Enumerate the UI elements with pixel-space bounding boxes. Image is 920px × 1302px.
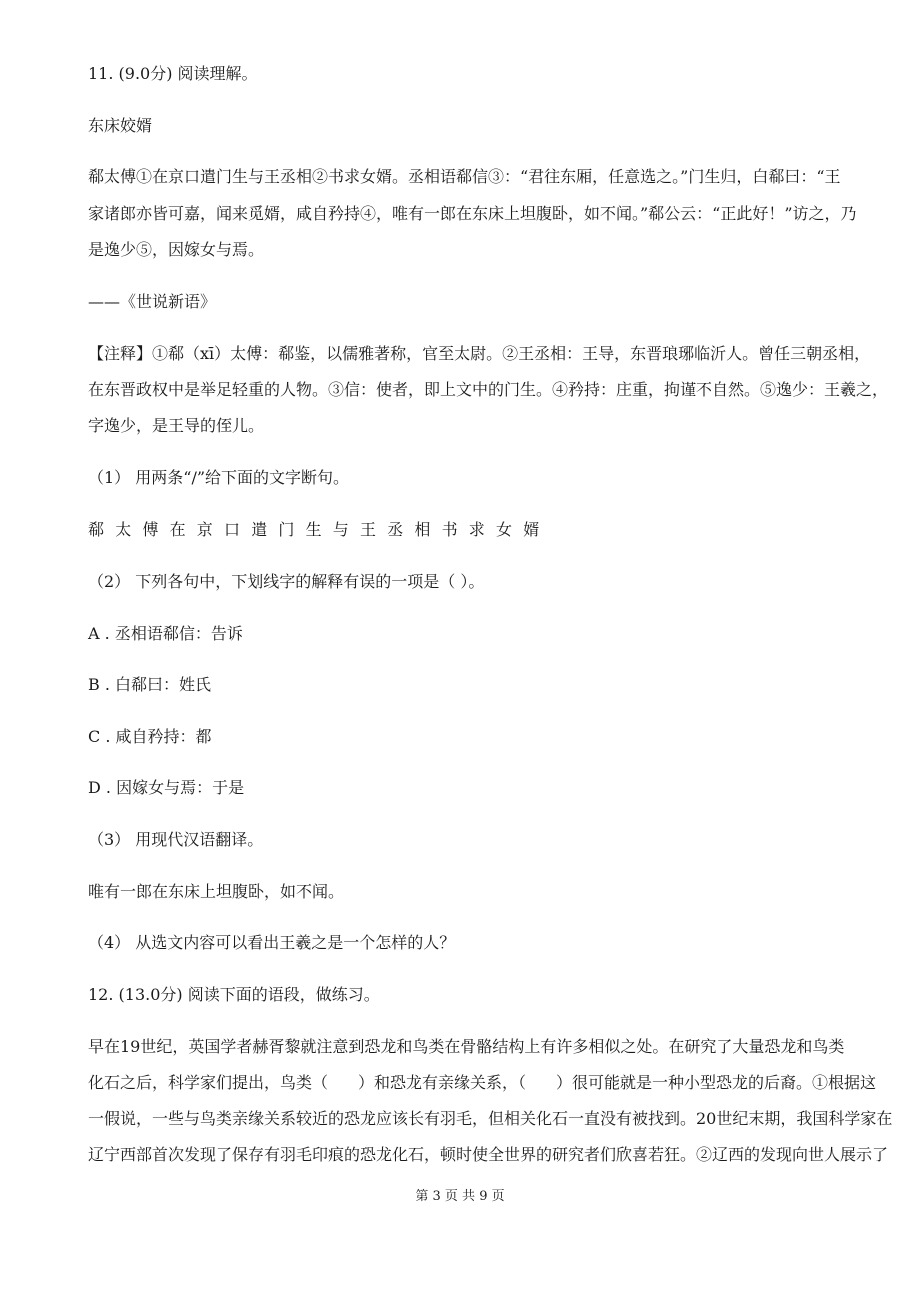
sub-question-2-prompt: （2） 下列各句中，下划线字的解释有误的一项是（ ）。 bbox=[88, 572, 485, 591]
notes-line: 字逸少，是王导的侄儿。 bbox=[88, 416, 265, 435]
passage-line: 家诸郎亦皆可嘉，闻来觅婿，咸自矜持④，唯有一郎在东床上坦腹卧，如不闻。”郗公云：“正此好！”访之，乃 bbox=[88, 204, 857, 223]
sub-question-4-prompt: （4） 从选文内容可以看出王羲之是一个怎样的人？ bbox=[88, 933, 456, 952]
option-a[interactable]: A . 丞相语郗信：告诉 bbox=[88, 624, 243, 643]
option-b[interactable]: B . 白郗曰：姓氏 bbox=[88, 675, 212, 694]
page-footer: 第 3 页 共 9 页 bbox=[415, 1189, 505, 1204]
notes-line: 在东晋政权中是举足轻重的人物。③信：使者，即上文中的门生。④矜持：庄重，拘谨不自然。⑤逸少：王羲之， bbox=[88, 380, 889, 399]
sub-question-3-prompt: （3） 用现代汉语翻译。 bbox=[88, 830, 264, 849]
notes-line: 【注释】①郗（xī）太傅：郗鉴，以儒雅著称，官至太尉。②王丞相：王导，东晋琅琊临沂人。曾任三朝丞相， bbox=[88, 344, 871, 363]
passage-line: 辽宁西部首次发现了保存有羽毛印痕的恐龙化石，顿时使全世界的研究者们欣喜若狂。②辽西的发现向世人展示了 bbox=[88, 1145, 889, 1164]
passage-line: 郗太傅①在京口遣门生与王丞相②书求女婿。丞相语郗信③：“君往东厢，任意选之。”门生归，白郗曰：“王 bbox=[88, 167, 841, 186]
passage-line: 是逸少⑤，因嫁女与焉。 bbox=[88, 240, 265, 259]
option-c[interactable]: C . 咸自矜持：都 bbox=[88, 727, 212, 746]
sub-question-3-text: 唯有一郎在东床上坦腹卧，如不闻。 bbox=[88, 882, 345, 901]
passage-line bbox=[88, 1073, 876, 1093]
sub-question-1-prompt: （1） 用两条“/”给下面的文字断句。 bbox=[88, 468, 350, 487]
passage-fragment: 化石之后，科学家们提出，鸟类（ bbox=[88, 1073, 329, 1092]
question-12-header: 12. (13.0分) 阅读下面的语段，做练习。 bbox=[88, 985, 380, 1004]
passage-title: 东床姣婿 bbox=[88, 116, 153, 135]
passage-line: 早在19世纪，英国学者赫胥黎就注意到恐龙和鸟类在骨骼结构上有许多相似之处。在研究了大量恐龙和鸟类 bbox=[88, 1037, 845, 1056]
question-11-header: 11. (9.0分) 阅读理解。 bbox=[88, 64, 258, 83]
passage-fragment: ）和恐龙有亲缘关系，（ bbox=[358, 1073, 527, 1092]
passage-line: 一假说，一些与鸟类亲缘关系较近的恐龙应该长有羽毛，但相关化石一直没有被找到。20世纪末期，我国科学家在 bbox=[88, 1109, 893, 1128]
passage-fragment: ）很可能就是一种小型恐龙的后裔。①根据这 bbox=[556, 1073, 877, 1092]
passage-source: ——《世说新语》 bbox=[88, 292, 217, 311]
sub-question-1-text: 郗太傅在京口遣门生与王丞相书求女婿 bbox=[88, 520, 551, 539]
option-d[interactable]: D . 因嫁女与焉：于是 bbox=[88, 778, 245, 797]
